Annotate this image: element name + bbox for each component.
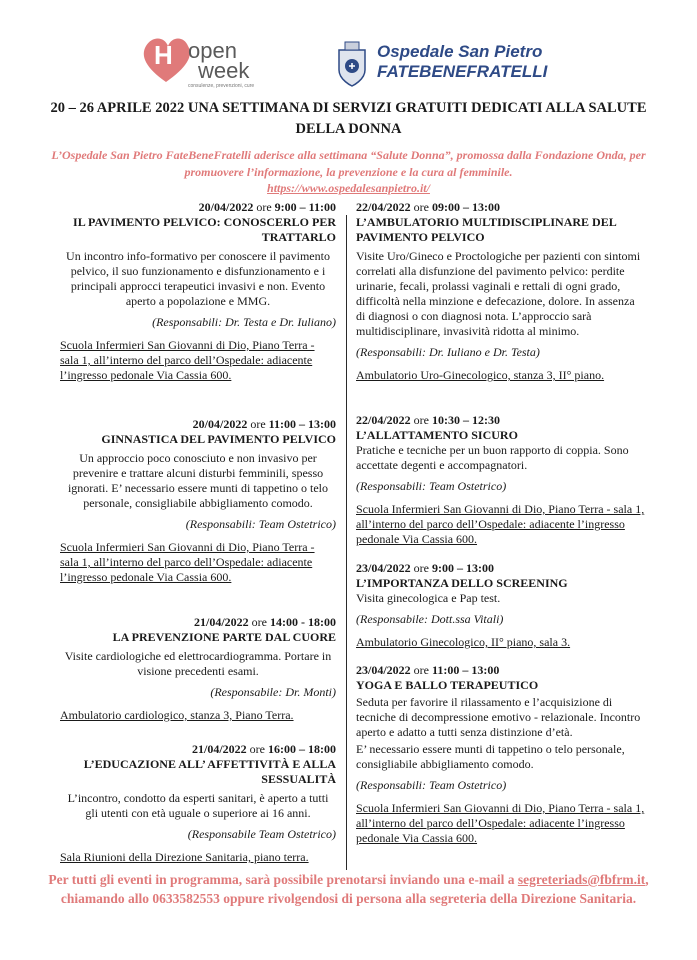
event-datetime: 20/04/2022 ore 11:00 – 13:00 xyxy=(192,417,336,431)
event-datetime: 23/04/2022 ore 11:00 – 13:00 xyxy=(356,663,500,677)
hopen-week-word: week xyxy=(198,58,250,83)
event-responsible: (Responsabili: Team Ostetrico) xyxy=(356,778,507,792)
event-responsible: (Responsabili: Dr. Testa e Dr. Iuliano) xyxy=(152,315,336,329)
event-responsible: (Responsabile: Dott.ssa Vitali) xyxy=(356,612,504,626)
event-description: L’incontro, condotto da esperti sanitari, è aperto a tutti gli utenti con età uguale o superiore ai 16 anni. xyxy=(67,791,329,820)
event-title: L’AMBULATORIO MULTIDISCIPLINARE DEL PAVIMENTO PELVICO xyxy=(356,215,617,244)
event-location: Ambulatorio Uro-Ginecologico, stanza 3, II° piano. xyxy=(356,368,605,382)
event-responsible: (Responsabili: Dr. Iuliano e Dr. Testa) xyxy=(356,345,540,359)
event-description: Seduta per favorire il rilassamento e l’acquisizione di tecniche di decompressione emotivo - relazionale. Incontro aperto e adatto a tutti senza distinzione d’età. xyxy=(356,695,641,739)
event-card xyxy=(356,561,646,650)
event-title: LA PREVENZIONE PARTE DAL CUORE xyxy=(112,630,336,644)
website-link[interactable]: https://www.ospedalesanpietro.it/ xyxy=(267,181,430,195)
event-responsible: (Responsabile: Dr. Monti) xyxy=(210,685,336,699)
hopen-h-letter: H xyxy=(154,40,173,70)
event-title: GINNASTICA DEL PAVIMENTO PELVICO xyxy=(101,432,336,446)
hospital-name-line1: Ospedale San Pietro xyxy=(377,42,543,61)
event-datetime: 20/04/2022 ore 9:00 – 11:00 xyxy=(198,200,336,214)
hospital-crest-icon xyxy=(333,40,371,88)
hospital-name-line2: FATEBENEFRATELLI xyxy=(377,62,548,81)
intro-text: L’Ospedale San Pietro FateBeneFratelli aderisce alla settimana “Salute Donna”, promossa dalla Fondazione Onda, per promuovere l’informazione, la prevenzione e la cura al femminile. xyxy=(51,148,646,179)
event-card xyxy=(356,413,646,547)
event-card xyxy=(60,417,336,585)
event-location: Scuola Infermieri San Giovanni di Dio, Piano Terra - sala 1, all’interno del parco dell’Ospedale: adiacente l’ingresso pedonale Via Cassia 600. xyxy=(356,801,645,845)
event-title: L’ALLATTAMENTO SICURO xyxy=(356,428,518,442)
footer-booking-info xyxy=(40,870,657,908)
hopen-tagline: consulenze, prevenzioni, cure xyxy=(188,83,255,89)
event-card xyxy=(60,742,336,865)
event-description: Visite Uro/Gineco e Proctologiche per pazienti con sintomi correlati alla disfunzione del pavimento pelvico: perdite urinarie, fecali, prolassi vaginali e rettali di ogni grado, difficoltà nella minzione e defecazione, dolore. In assenza di diagnosi o con diagnosi nota. L’approccio sarà multidisciplinare, invasività ridotta al minimo. xyxy=(356,249,641,338)
event-location: Scuola Infermieri San Giovanni di Dio, Piano Terra - sala 1, all’interno del parco dell’Ospedale: adiacente l’ingresso pedonale Via Cassia 600. xyxy=(60,338,315,382)
email-link[interactable]: segreteriads@fbfrm.it xyxy=(517,872,646,887)
event-datetime: 21/04/2022 ore 14:00 - 18:00 xyxy=(194,615,336,629)
event-location: Ambulatorio cardiologico, stanza 3, Piano Terra. xyxy=(60,708,294,722)
event-responsible: (Responsabili: Team Ostetrico) xyxy=(356,479,507,493)
intro xyxy=(40,147,657,197)
footer-line1: Per tutti gli eventi in programma, sarà possibile prenotarsi inviando una e-mail a xyxy=(48,872,515,887)
event-location: Scuola Infermieri San Giovanni di Dio, Piano Terra - sala 1, all’interno del parco dell’Ospedale: adiacente l’ingresso pedonale Via Cassia 600. xyxy=(356,502,645,546)
event-datetime: 21/04/2022 ore 16:00 – 18:00 xyxy=(192,742,336,756)
event-card xyxy=(356,663,646,846)
event-description: Un approccio poco conosciuto e non invasivo per prevenire e trattare alcuni disturbi femminili, spesso ignorati. E’ necessario essere munti di tappetino o telo personale, consigliabile abbigliamento comodo. xyxy=(67,451,329,510)
event-title: L’EDUCAZIONE ALL’ AFFETTIVITÀ E ALLA SESSUALITÀ xyxy=(83,757,336,786)
headline: 20 – 26 APRILE 2022 UNA SETTIMANA DI SERVIZI GRATUITI DEDICATI ALLA SALUTE DELLA DONNA xyxy=(50,100,647,137)
hopen-week-logo xyxy=(140,30,270,90)
event-datetime: 23/04/2022 ore 9:00 – 13:00 xyxy=(356,561,494,575)
event-title: YOGA E BALLO TERAPEUTICO xyxy=(356,678,539,692)
event-description: Visite cardiologiche ed elettrocardiogramma. Portare in visione precedenti esami. xyxy=(64,649,332,678)
event-location: Sala Riunioni della Direzione Sanitaria, piano terra. xyxy=(60,850,309,864)
column-divider xyxy=(346,215,347,870)
event-datetime: 22/04/2022 ore 09:00 – 13:00 xyxy=(356,200,500,214)
event-card xyxy=(60,200,336,383)
event-description: Pratiche e tecniche per un buon rapporto di coppia. Sono accettate degenti e accompagnatori. xyxy=(356,443,629,472)
hospital-logo xyxy=(333,40,573,90)
event-title: IL PAVIMENTO PELVICO: CONOSCERLO PER TRATTARLO xyxy=(73,215,336,244)
event-responsible: (Responsabile Team Ostetrico) xyxy=(187,827,336,841)
event-responsible: (Responsabili: Team Ostetrico) xyxy=(185,517,336,531)
event-datetime: 22/04/2022 ore 10:30 – 12:30 xyxy=(356,413,500,427)
event-card xyxy=(60,615,336,723)
hopen-open-word: open xyxy=(188,38,237,63)
event-location: Ambulatorio Ginecologico, II° piano, sala 3. xyxy=(356,635,571,649)
hopen-heart-icon xyxy=(140,30,270,90)
event-description-extra: E’ necessario essere munti di tappetino o telo personale, consigliabile abbigliamento comodo. xyxy=(356,742,625,771)
event-description: Un incontro info-formativo per conoscere il pavimento pelvico, il suo funzionamento e disfunzionamento e i principali approcci terapeutici invasivi e non. Evento aperto a popolazione e MMG. xyxy=(66,249,330,308)
event-description: Visita ginecologica e Pap test. xyxy=(356,591,501,605)
event-title: L’IMPORTANZA DELLO SCREENING xyxy=(356,576,568,590)
event-card xyxy=(356,200,646,383)
footer-line2: , chiamando allo 0633582553 oppure rivolgendosi di persona alla segreteria della Direzione Sanitaria. xyxy=(60,872,649,906)
event-location: Scuola Infermieri San Giovanni di Dio, Piano Terra - sala 1, all’interno del parco dell’Ospedale: adiacente l’ingresso pedonale Via Cassia 600. xyxy=(60,540,315,584)
